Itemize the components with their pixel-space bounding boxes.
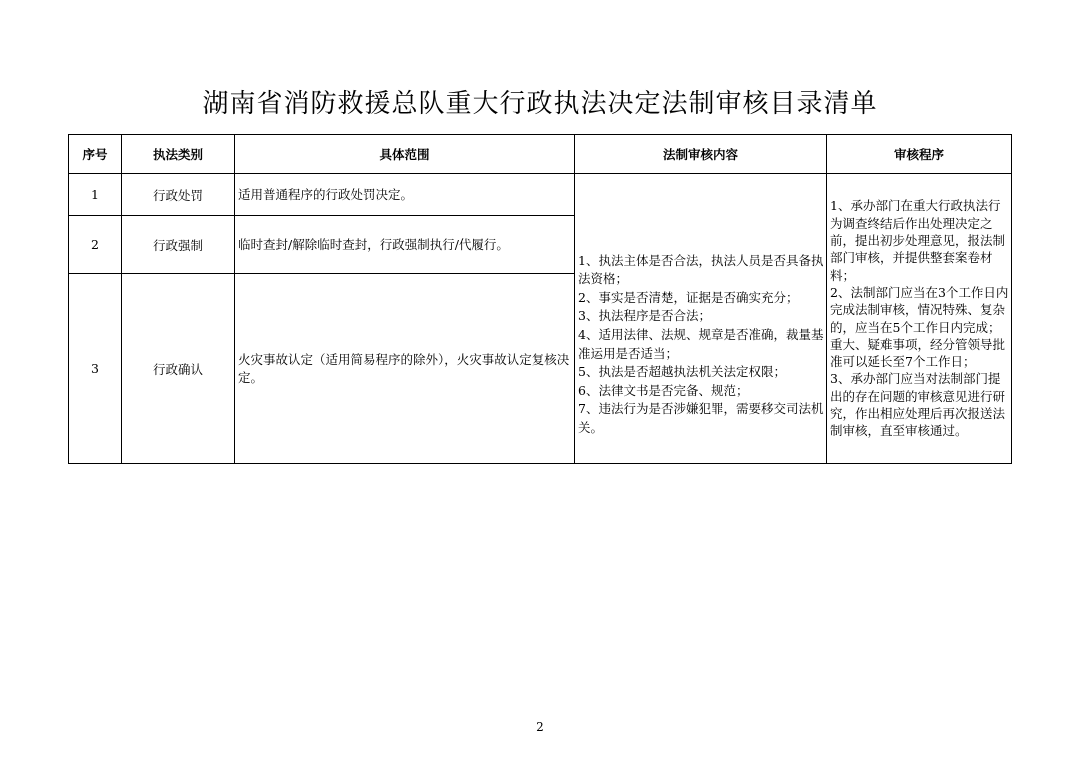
table-row	[69, 174, 1012, 216]
review-catalog-table	[68, 134, 1012, 464]
header-category: 执法类别	[122, 135, 235, 174]
row-scope: 临时查封/解除临时查封，行政强制执行/代履行。	[235, 216, 575, 274]
row-scope: 火灾事故认定（适用简易程序的除外），火灾事故认定复核决定。	[235, 274, 575, 464]
page-title: 湖南省消防救援总队重大行政执法决定法制审核目录清单	[202, 89, 878, 119]
row-category: 行政强制	[122, 216, 235, 274]
review-content-cell: 1、执法主体是否合法，执法人员是否具备执法资格； 2、事实是否清楚，证据是否确实充分； 3、执法程序是否合法； 4、适用法律、法规、规章是否准确，裁量基准运用是否适当； 5、执法是否超越执法机关法定权限； 6、法律文书是否完备、规范； 7、违法行为是否涉嫌犯罪，需要移交司法机关。	[575, 174, 827, 464]
table-header-row	[69, 135, 1012, 174]
row-category: 行政处罚	[122, 174, 235, 216]
row-no: 2	[69, 216, 122, 274]
header-procedure: 审核程序	[827, 135, 1012, 174]
row-no: 1	[69, 174, 122, 216]
procedure-cell: 1、承办部门在重大行政执法行为调查终结后作出处理决定之前，提出初步处理意见，报法制部门审核，并提供整套案卷材料； 2、法制部门应当在3个工作日内完成法制审核，情况特殊、复杂的，应当在5个工作日内完成；重大、疑难事项，经分管领导批准可以延长至7个工作日； 3、承办部门应当对法制部门提出的存在问题的审核意见进行研究，作出相应处理后再次报送法制审核，直至审核通过。	[827, 174, 1012, 464]
header-no: 序号	[69, 135, 122, 174]
row-no: 3	[69, 274, 122, 464]
row-category: 行政确认	[122, 274, 235, 464]
row-scope: 适用普通程序的行政处罚决定。	[235, 174, 575, 216]
header-review-content: 法制审核内容	[575, 135, 827, 174]
page-number: 2	[536, 720, 544, 734]
header-scope: 具体范围	[235, 135, 575, 174]
